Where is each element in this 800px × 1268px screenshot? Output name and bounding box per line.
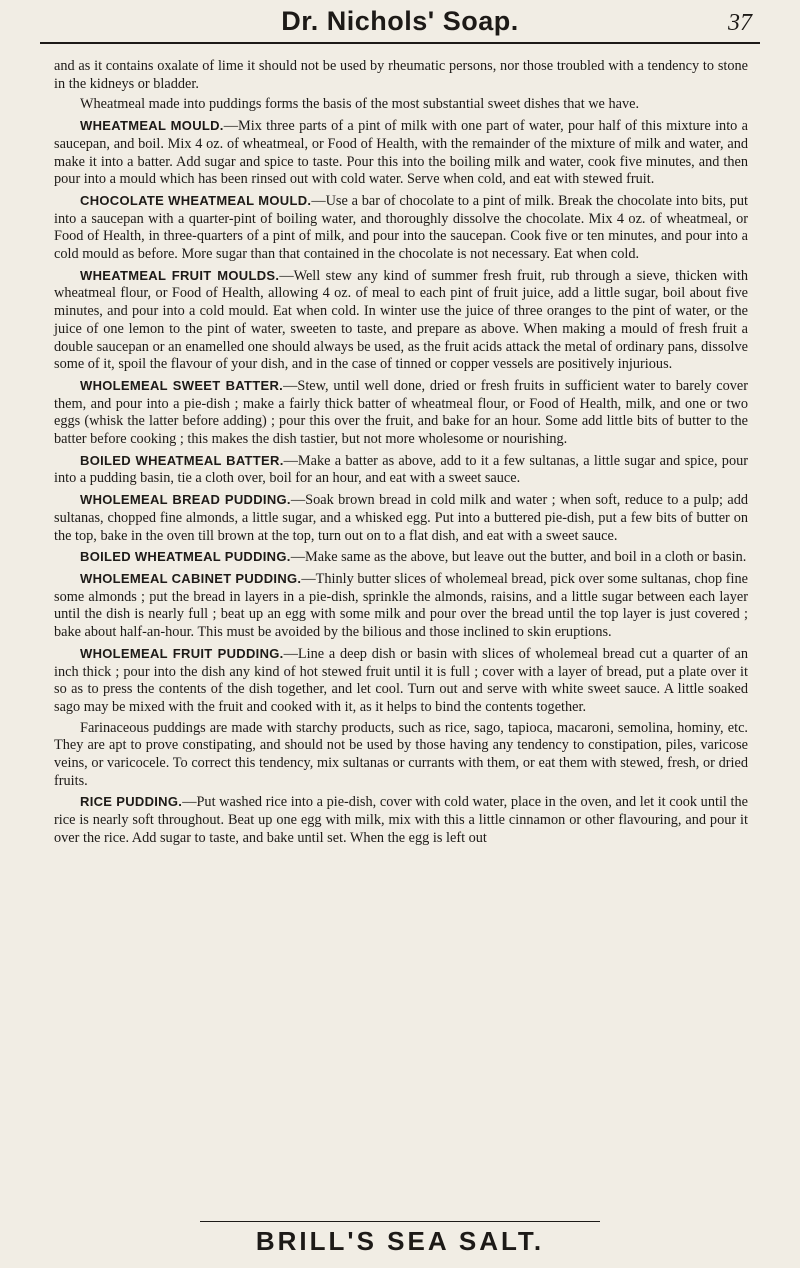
recipe-title: WHEATMEAL MOULD. xyxy=(80,118,224,134)
recipe-paragraph xyxy=(54,192,748,264)
recipe-title: WHEATMEAL FRUIT MOULDS. xyxy=(80,267,280,283)
recipe-text: —Stew, until well done, dried or fresh fruits in sufficient water to barely cover them, and pour into a pie-dish ; make a fairly thick batter of wheatmeal flour, or Food of Health, milk, and one or two eggs (whisk the latter before adding) ; pour this over the fruit, and bake for an hour. Some add little bits of butter to the batter before cooking ; this makes the dish tastier, but not more wholesome or nourishing. xyxy=(54,377,748,448)
recipe-title: WHOLEMEAL FRUIT PUDDING. xyxy=(80,645,284,661)
recipe-text: Farinaceous puddings are made with starchy products, such as rice, sago, tapioca, macaroni, semolina, hominy, etc. They are apt to prove constipating, and should not be used by those having any tendency to constipation, piles, varicose veins, or varicocele. To correct this tendency, mix sultanas or currants with them, or eat them with stewed, fresh, or dried fruits. xyxy=(54,719,748,789)
recipe-title: BOILED WHEATMEAL PUDDING. xyxy=(80,549,291,565)
running-title: Dr. Nichols' Soap. xyxy=(281,6,519,36)
header-rule xyxy=(40,42,760,44)
recipe-title: RICE PUDDING. xyxy=(80,794,183,810)
recipe-text: —Thinly butter slices of wholemeal bread, pick over some sultanas, chop fine some almonds ; put the bread in layers in a pie-dish, sprinkle the almonds, raisins, and a little sugar between each layer until the dish is nearly full ; beat up an egg with some milk and pour over the bread until the top layer is just covered ; bake about half-an-hour. This must be avoided by the bilious and those inclined to skin eruptions. xyxy=(54,570,748,641)
recipe-title: WHOLEMEAL BREAD PUDDING. xyxy=(80,492,291,508)
page-number: 37 xyxy=(728,10,752,36)
recipe-paragraph xyxy=(54,491,748,545)
recipe-text: —Soak brown bread in cold milk and water ; when soft, reduce to a pulp; add sultanas, chopped fine almonds, a little sugar, and a whisked egg. Put into a buttered pie-dish, put a few bits of butter on the top, bake in the oven till brown at the top, turn out on to a flat dish, and eat with a sweet sauce. xyxy=(54,492,748,544)
footer-rule xyxy=(200,1221,600,1222)
recipe-paragraph xyxy=(54,570,748,642)
farinaceous-paragraph xyxy=(54,720,748,791)
recipe-title: WHOLEMEAL CABINET PUDDING. xyxy=(80,570,302,586)
recipe-text: —Put washed rice into a pie-dish, cover with cold water, place in the oven, and let it cook until the rice is nearly soft throughout. Beat up one egg with milk, mix with this a little cinnamon or other flavouring, and pour it over the rice. Add sugar to taste, and bake until set. When the egg is left out xyxy=(54,794,748,846)
recipe-paragraph xyxy=(54,117,748,189)
page-header xyxy=(0,0,800,44)
recipe-title: CHOCOLATE WHEATMEAL MOULD. xyxy=(80,192,312,208)
recipe-paragraph xyxy=(54,548,748,567)
recipe-text: —Make same as the above, but leave out the butter, and boil in a cloth or basin. xyxy=(290,549,747,566)
recipe-paragraph xyxy=(54,267,748,374)
recipe-paragraph xyxy=(54,377,748,449)
recipe-text: —Mix three parts of a pint of milk with one part of water, pour half of this mixture into a saucepan, and boil. Mix 4 oz. of wheatmeal, or Food of Health, with the remainder of the mixture of milk and water, and make it into a batter. Add sugar and spice to taste. Pour this into the boiling milk and water, cook five minutes, and then pour into a mould which has been rinsed out with cold water. Serve when cold, and eat with stewed fruit. xyxy=(54,118,748,188)
recipe-title: WHOLEMEAL SWEET BATTER. xyxy=(80,377,284,393)
advertisement-footer: BRILL'S SEA SALT. xyxy=(255,1226,545,1256)
recipe-text: —Line a deep dish or basin with slices of wholemeal bread cut a quarter of an inch thick ; pour into the dish any kind of hot stewed fruit until it is full ; cover with a layer of bread, put a plate over it so as to press the contents of the dish together, and let cool. Turn out and serve with white sweet sauce. A little soaked sago may be mixed with the fruit and cooked with it, as it helps to bind the contents together. xyxy=(54,645,749,715)
recipe-paragraph xyxy=(54,793,748,847)
recipe-paragraph xyxy=(54,452,748,488)
recipe-paragraph xyxy=(54,645,748,717)
recipe-text: —Make a batter as above, add to it a few sultanas, a little sugar and spice, pour into a pudding basin, tie a cloth over, boil for an hour, and eat with a sweet sauce. xyxy=(54,452,749,487)
intro-paragraph: Wheatmeal made into puddings forms the basis of the most substantial sweet dishes that we have. xyxy=(80,96,640,113)
body-text xyxy=(54,58,748,851)
recipe-title: BOILED WHEATMEAL BATTER. xyxy=(80,452,284,468)
intro-paragraph: and as it contains oxalate of lime it should not be used by rheumatic persons, nor those troubled with a tendency to stone in the kidneys or bladder. xyxy=(54,58,748,92)
recipe-text: —Use a bar of chocolate to a pint of milk. Break the chocolate into bits, put into a saucepan with a quarter-pint of boiling water, and thoroughly dissolve the chocolate. Mix 4 oz. of wheatmeal, or Food of Health, in three-quarters of a pint of milk, and pour into the saucepan. Cook five or ten minutes, and pour into a cold mould as before. More sugar than that contained in the chocolate is not necessary. Eat when cold. xyxy=(54,192,748,263)
recipe-text: —Well stew any kind of summer fresh fruit, rub through a sieve, thicken with wheatmeal flour, or Food of Health, allowing 4 oz. of meal to each pint of fruit juice, add a little sugar, boil about five minutes, and pour into a cold mould. Eat when cold. In winter use the juice of three oranges to the pint of water, or the juice of one lemon to the pint of water, sweeten to taste, and prepare as above. When making a mould of fresh fruit a double saucepan or an enamelled one should always be used, as the fruit acids attack the metal of ordinary pans, dissolve some of it, spoil the flavour of your dish, and in the case of tinned or copper vessels are positively injurious. xyxy=(54,267,748,373)
